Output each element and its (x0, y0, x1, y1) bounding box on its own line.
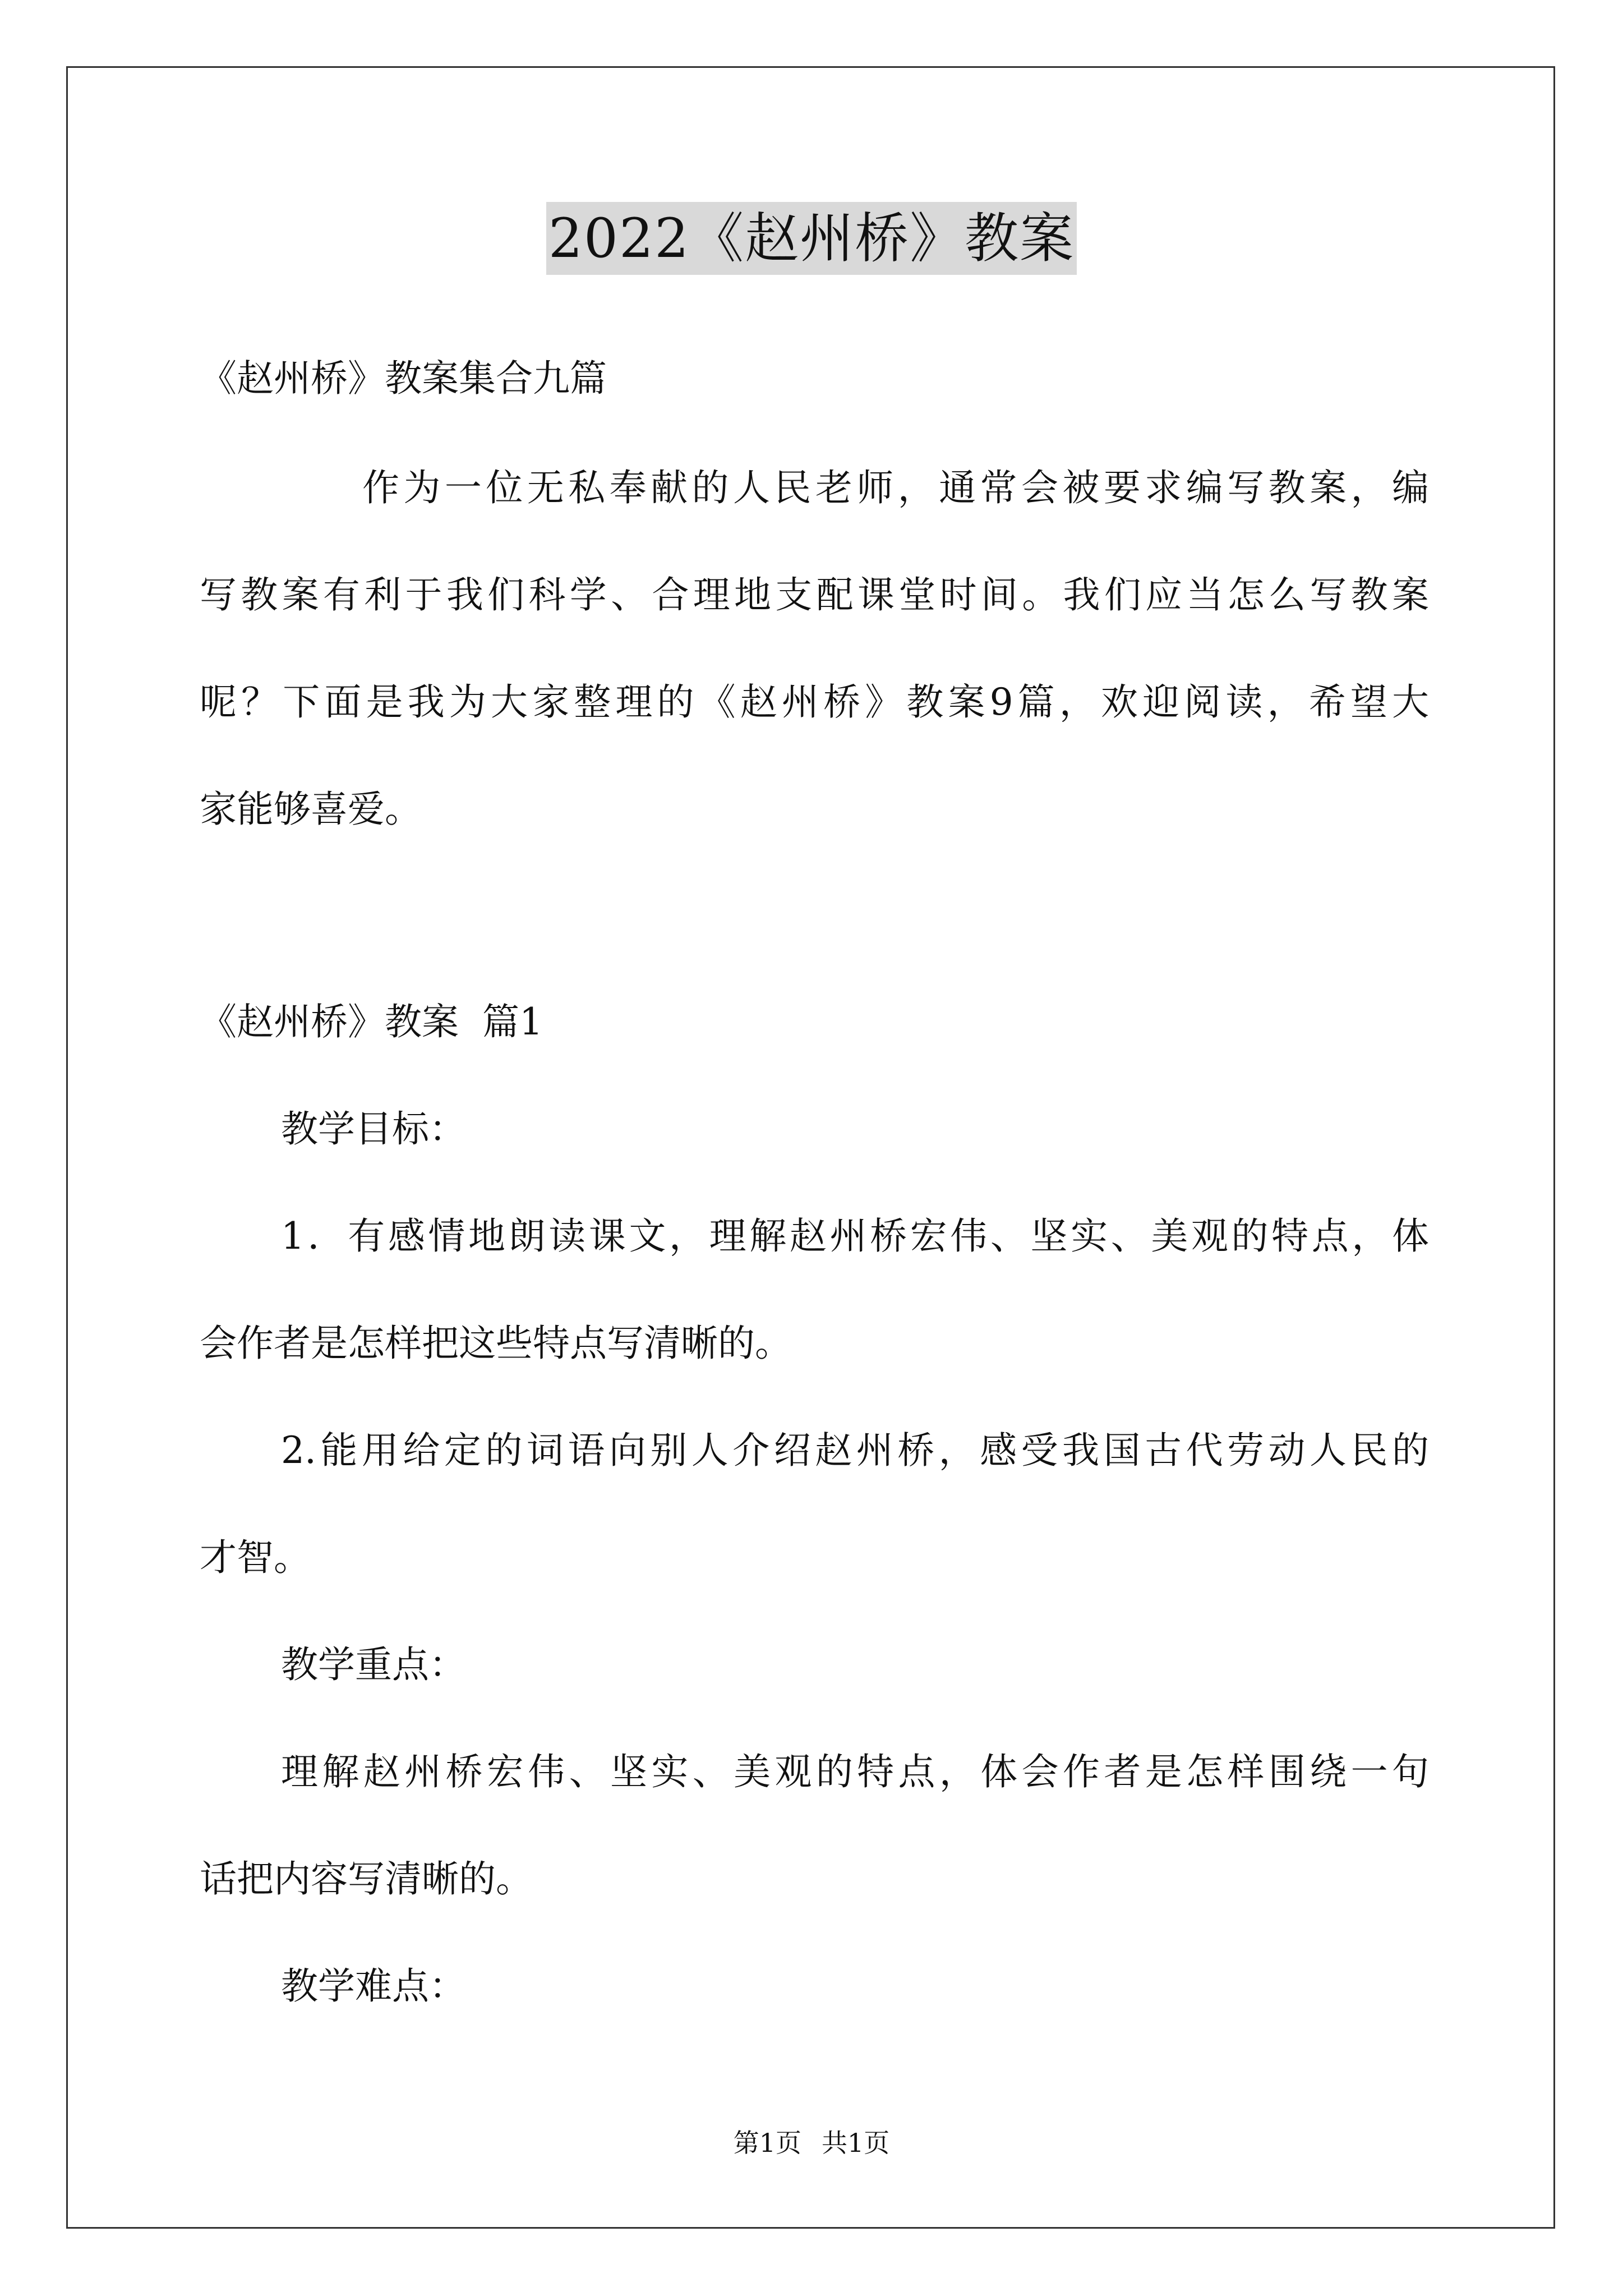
objective-1-line-1: 1．有感情地朗读课文，理解赵州桥宏伟、坚实、美观的特点，体 (281, 1214, 1429, 1258)
intro-line-1: 作为一位无私奉献的人民老师，通常会被要求编写教案，编 (362, 466, 1429, 509)
page-number-current: 第1页 (733, 2128, 801, 2158)
document-title: 2022《赵州桥》教案 (546, 202, 1077, 275)
objectives-heading: 教学目标： (281, 1107, 466, 1151)
intro-line-4: 家能够喜爱。 (200, 788, 422, 831)
page-number-total: 共1页 (822, 2128, 890, 2158)
objective-1-line-2: 会作者是怎样把这些特点写清晰的。 (200, 1322, 792, 1365)
title-container (0, 202, 1623, 275)
subtitle: 《赵州桥》教案集合九篇 (200, 357, 607, 400)
key-points-line-2: 话把内容写清晰的。 (200, 1857, 533, 1901)
key-points-heading: 教学重点： (281, 1643, 466, 1686)
section-heading: 《赵州桥》教案 篇1 (200, 1000, 543, 1043)
key-points-line-1: 理解赵州桥宏伟、坚实、美观的特点，体会作者是怎样围绕一句 (281, 1750, 1429, 1793)
intro-line-3: 呢？下面是我为大家整理的《赵州桥》教案9篇，欢迎阅读，希望大 (200, 680, 1429, 724)
objective-2-line-2: 才智。 (200, 1536, 311, 1579)
difficulties-heading: 教学难点： (281, 1964, 466, 2008)
objective-2-line-1: 2.能用给定的词语向别人介绍赵州桥，感受我国古代劳动人民的 (281, 1429, 1429, 1472)
page-footer (0, 2126, 1623, 2160)
intro-line-2: 写教案有利于我们科学、合理地支配课堂时间。我们应当怎么写教案 (200, 573, 1429, 616)
